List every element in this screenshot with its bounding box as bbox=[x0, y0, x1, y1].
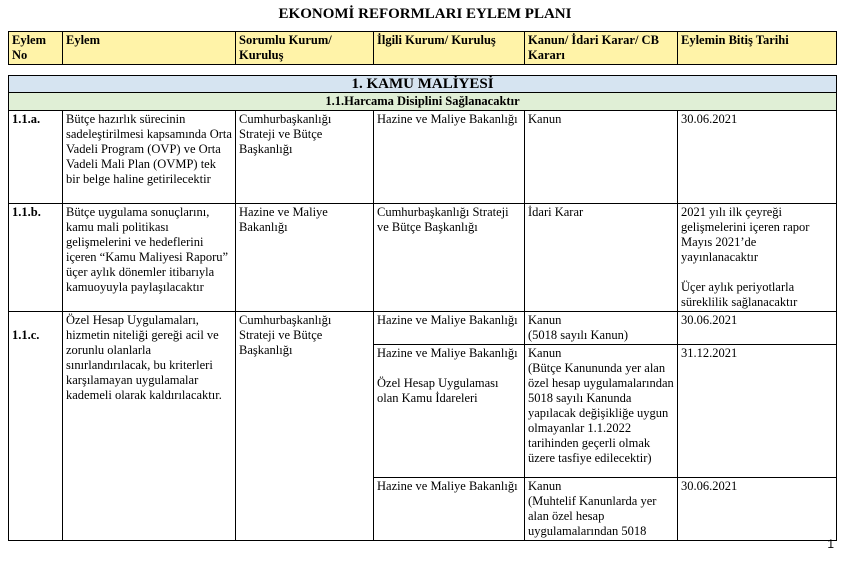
table-row bbox=[9, 312, 837, 345]
law-type: Kanun bbox=[528, 346, 562, 360]
related-org-cell bbox=[374, 345, 525, 478]
law-type: Kanun bbox=[528, 479, 562, 493]
end-date: 30.06.2021 bbox=[678, 312, 837, 345]
header-action-no: Eylem No bbox=[9, 32, 63, 65]
law-cell bbox=[525, 478, 678, 541]
header-table bbox=[8, 31, 837, 65]
table-row bbox=[9, 204, 837, 312]
responsible-org: Hazine ve Maliye Bakanlığı bbox=[236, 204, 374, 312]
related-org: Hazine ve Maliye Bakanlığı bbox=[374, 478, 525, 541]
related-org: Cumhurbaşkanlığı Strateji ve Bütçe Başkanlığı bbox=[374, 204, 525, 312]
header-row bbox=[9, 32, 837, 65]
end-date-note: 2021 yılı ilk çeyreği gelişmelerini içeren rapor Mayıs 2021’de yayınlanacaktır bbox=[681, 205, 810, 264]
end-date-cell bbox=[678, 204, 837, 312]
related-org: Hazine ve Maliye Bakanlığı bbox=[377, 346, 518, 360]
action-no: 1.1.b. bbox=[9, 204, 63, 312]
responsible-org: Cumhurbaşkanlığı Strateji ve Bütçe Başkanlığı bbox=[236, 312, 374, 541]
responsible-org: Cumhurbaşkanlığı Strateji ve Bütçe Başkanlığı bbox=[236, 111, 374, 204]
law-cell bbox=[525, 345, 678, 478]
header-responsible: Sorumlu Kurum/ Kuruluş bbox=[236, 32, 374, 65]
table-row bbox=[9, 111, 837, 204]
action-text: Bütçe uygulama sonuçlarını, kamu mali politikası gelişmelerini ve hedeflerini içeren “Kamu Maliyesi Raporu” üçer aylık dönemler itibarıyla kamuoyuyla paylaşılacaktır bbox=[63, 204, 236, 312]
section-title: 1. KAMU MALİYESİ bbox=[9, 76, 837, 93]
action-no: 1.1.a. bbox=[9, 111, 63, 204]
action-plan-table bbox=[8, 75, 837, 541]
page-number: 1 bbox=[827, 537, 834, 551]
law-type: Kanun bbox=[528, 313, 562, 327]
header-action: Eylem bbox=[63, 32, 236, 65]
header-end-date: Eylemin Bitiş Tarihi bbox=[678, 32, 837, 65]
action-text: Özel Hesap Uygulamaları, hizmetin niteliği gereği acil ve zorunlu olanlarla sınırlandırılacak, bu kriterleri karşılamayan uygulamalar kademeli olarak kaldırılacaktır. bbox=[63, 312, 236, 541]
end-date: 30.06.2021 bbox=[678, 111, 837, 204]
related-org: Hazine ve Maliye Bakanlığı bbox=[374, 312, 525, 345]
law-type: Kanun bbox=[525, 111, 678, 204]
header-related: İlgili Kurum/ Kuruluş bbox=[374, 32, 525, 65]
document-title: EKONOMİ REFORMLARI EYLEM PLANI bbox=[278, 6, 572, 22]
subsection-row bbox=[9, 93, 837, 111]
action-no: 1.1.c. bbox=[12, 328, 40, 342]
law-note: (Bütçe Kanununda yer alan özel hesap uygulamalarından 5018 sayılı Kanunda yapılacak değişikliğe uygun olmayanlar 1.1.2022 tarihinden geçerli olmak üzere tasfiye edilecektir) bbox=[528, 361, 674, 465]
law-note: (5018 sayılı Kanun) bbox=[528, 328, 628, 342]
action-text: Bütçe hazırlık sürecinin sadeleştirilmesi kapsamında Orta Vadeli Program (OVP) ve Orta Vadeli Mali Plan (OVMP) tek bir belge haline getirilecektir bbox=[63, 111, 236, 204]
law-note: (Muhtelif Kanunlarda yer alan özel hesap uygulamalarından 5018 bbox=[528, 494, 657, 538]
end-date: 30.06.2021 bbox=[678, 478, 837, 541]
related-org-2: Özel Hesap Uygulaması olan Kamu İdareleri bbox=[377, 376, 499, 405]
action-no-cell bbox=[9, 312, 63, 541]
related-org: Hazine ve Maliye Bakanlığı bbox=[374, 111, 525, 204]
end-date-note-2: Üçer aylık periyotlarla süreklilik sağlanacaktır bbox=[681, 280, 798, 309]
end-date: 31.12.2021 bbox=[678, 345, 837, 478]
header-law: Kanun/ İdari Karar/ CB Kararı bbox=[525, 32, 678, 65]
law-type: İdari Karar bbox=[525, 204, 678, 312]
section-row bbox=[9, 76, 837, 93]
law-cell bbox=[525, 312, 678, 345]
subsection-title: 1.1.Harcama Disiplini Sağlanacaktır bbox=[9, 93, 837, 111]
